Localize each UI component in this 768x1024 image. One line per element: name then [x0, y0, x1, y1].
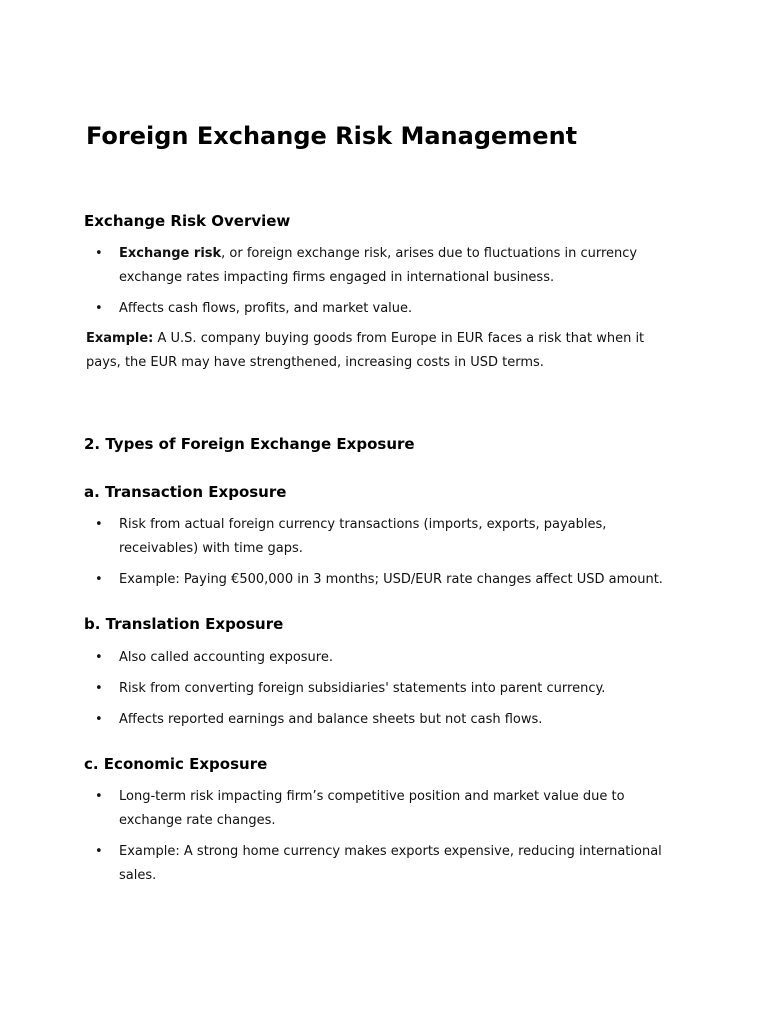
- overview-example-paragraph: [86, 327, 676, 375]
- subsection-heading-transaction: a. Transaction Exposure: [84, 483, 287, 501]
- list-item: • Risk from converting foreign subsidiaries' statements into parent currency.: [84, 677, 684, 701]
- overview-bullet-list: [84, 242, 684, 328]
- subsection-heading-translation: b. Translation Exposure: [84, 615, 284, 633]
- transaction-bullet-list: [84, 513, 684, 599]
- list-item: • Long-term risk impacting firm’s competitive position and market value due to exchange rate changes.: [84, 785, 684, 833]
- list-item: [84, 242, 684, 290]
- section-heading-overview: Exchange Risk Overview: [84, 212, 291, 230]
- subsection-heading-economic: c. Economic Exposure: [84, 755, 268, 773]
- bold-term: Exchange risk: [119, 246, 222, 261]
- list-item: • Also called accounting exposure.: [84, 646, 684, 670]
- list-item: • Risk from actual foreign currency transactions (imports, exports, payables, receivables) with time gaps.: [84, 513, 684, 561]
- section-heading-types: 2. Types of Foreign Exchange Exposure: [84, 435, 415, 453]
- list-item: • Affects cash flows, profits, and market value.: [84, 297, 684, 321]
- bullet-text: , or foreign exchange risk, arises due to fluctuations in currency exchange rates impacting firms engaged in international business.: [119, 246, 638, 285]
- example-text: A U.S. company buying goods from Europe in EUR faces a risk that when it pays, the EUR may have strengthened, increasing costs in USD terms.: [86, 331, 645, 370]
- example-label: Example:: [86, 331, 154, 346]
- translation-bullet-list: [84, 646, 684, 739]
- document-title: Foreign Exchange Risk Management: [86, 122, 578, 150]
- economic-bullet-list: [84, 785, 684, 895]
- list-item: • Affects reported earnings and balance sheets but not cash flows.: [84, 708, 684, 732]
- list-item: • Example: Paying €500,000 in 3 months; USD/EUR rate changes affect USD amount.: [84, 568, 684, 592]
- list-item: • Example: A strong home currency makes exports expensive, reducing international sales.: [84, 840, 684, 888]
